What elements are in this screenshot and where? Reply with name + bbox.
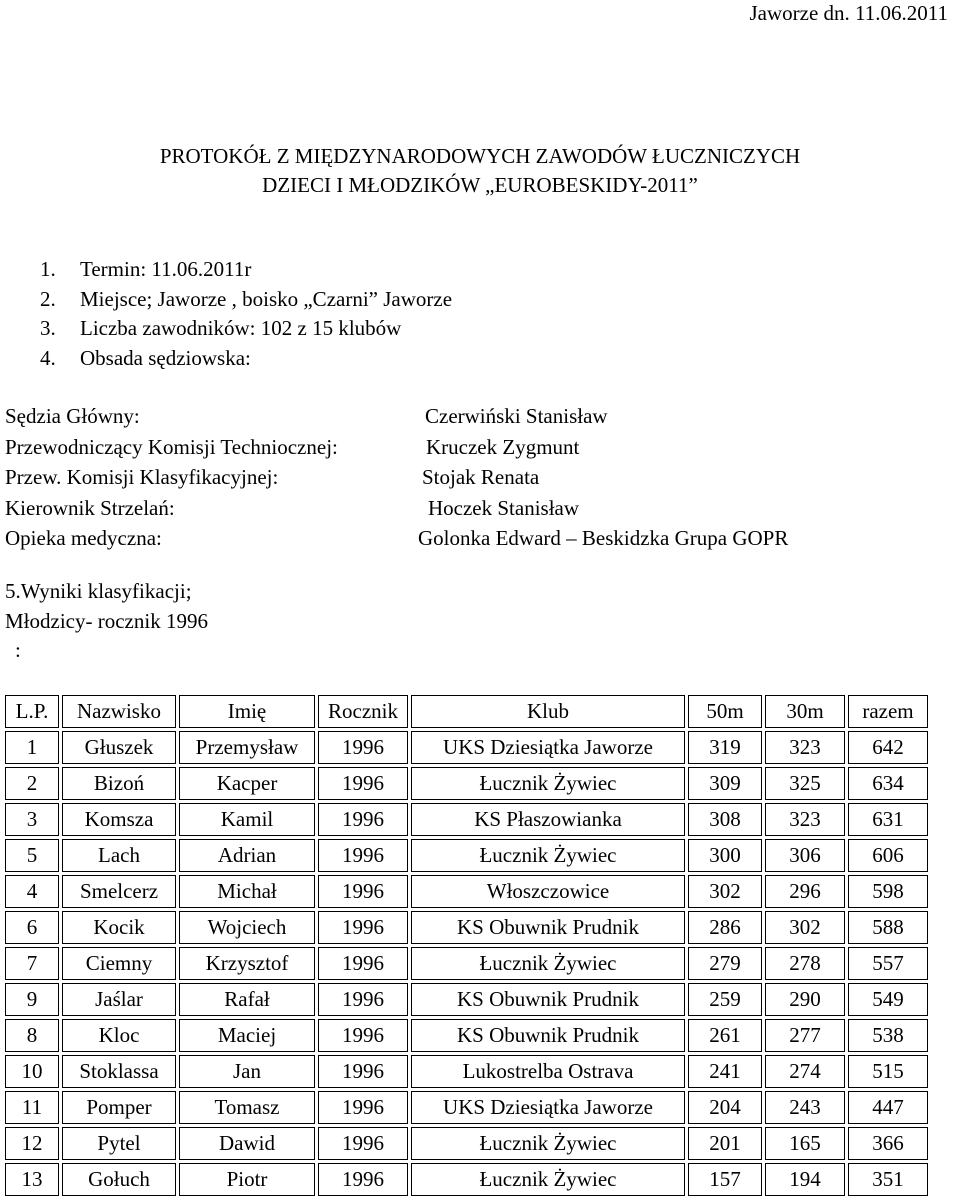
results-section-header	[5, 577, 208, 666]
column-header: 50m	[688, 695, 762, 728]
table-cell: Adrian	[179, 839, 315, 872]
table-cell: 325	[765, 767, 845, 800]
info-number: 3.	[40, 316, 56, 340]
table-cell: Łucznik Żywiec	[411, 1127, 685, 1160]
table-cell: KS Płaszowianka	[411, 803, 685, 836]
info-list	[40, 255, 452, 373]
table-row	[5, 983, 928, 1016]
table-cell: Wojciech	[179, 911, 315, 944]
table-cell: 642	[848, 731, 928, 764]
table-cell: Łucznik Żywiec	[411, 947, 685, 980]
results-table	[2, 692, 931, 1199]
column-header: 30m	[765, 695, 845, 728]
table-cell: KS Obuwnik Prudnik	[411, 983, 685, 1016]
official-role: Przewodniczący Komisji Techniocznej:	[5, 434, 338, 459]
table-cell: 588	[848, 911, 928, 944]
table-cell: 447	[848, 1091, 928, 1124]
table-cell: Głuszek	[62, 731, 176, 764]
info-text: Termin: 11.06.2011r	[80, 257, 252, 281]
table-cell: Pytel	[62, 1127, 176, 1160]
table-cell: 243	[765, 1091, 845, 1124]
table-cell: Smelcerz	[62, 875, 176, 908]
official-row	[5, 401, 955, 432]
column-header: razem	[848, 695, 928, 728]
table-cell: 598	[848, 875, 928, 908]
official-name: Hoczek Stanisław	[428, 495, 580, 520]
table-cell: Ciemny	[62, 947, 176, 980]
table-cell: 165	[765, 1127, 845, 1160]
document-date: Jaworze dn. 11.06.2011	[749, 1, 948, 25]
official-role: Sędzia Główny:	[5, 404, 140, 428]
table-cell: Włoszczowice	[411, 875, 685, 908]
table-cell: Kocik	[62, 911, 176, 944]
table-row	[5, 911, 928, 944]
table-cell: 5	[5, 839, 59, 872]
table-cell: 259	[688, 983, 762, 1016]
table-row	[5, 803, 928, 836]
official-role: Przew. Komisji Klasyfikacyjnej:	[5, 465, 279, 489]
table-cell: 296	[765, 875, 845, 908]
table-cell: 631	[848, 803, 928, 836]
table-cell: Rafał	[179, 983, 315, 1016]
table-row	[5, 839, 928, 872]
info-item	[40, 285, 452, 315]
table-cell: 286	[688, 911, 762, 944]
table-cell: Łucznik Żywiec	[411, 839, 685, 872]
table-cell: 302	[688, 875, 762, 908]
official-role: Opieka medyczna:	[5, 526, 162, 550]
table-cell: UKS Dziesiątka Jaworze	[411, 731, 685, 764]
table-cell: 274	[765, 1055, 845, 1088]
table-row	[5, 1055, 928, 1088]
table-cell: 3	[5, 803, 59, 836]
table-row	[5, 1019, 928, 1052]
table-cell: 4	[5, 875, 59, 908]
table-cell: 323	[765, 803, 845, 836]
official-name: Czerwiński Stanisław	[425, 404, 608, 428]
official-row	[5, 432, 955, 463]
table-cell: 1996	[318, 839, 408, 872]
column-header: Imię	[179, 695, 315, 728]
table-cell: 1996	[318, 1019, 408, 1052]
table-cell: 366	[848, 1127, 928, 1160]
table-row	[5, 1127, 928, 1160]
table-cell: Tomasz	[179, 1091, 315, 1124]
table-row	[5, 731, 928, 764]
table-cell: 8	[5, 1019, 59, 1052]
table-cell: 302	[765, 911, 845, 944]
table-cell: 12	[5, 1127, 59, 1160]
column-header: Nazwisko	[62, 695, 176, 728]
table-cell: Jaślar	[62, 983, 176, 1016]
table-cell: 1996	[318, 731, 408, 764]
table-cell: 308	[688, 803, 762, 836]
officials-list	[5, 401, 955, 554]
table-cell: KS Obuwnik Prudnik	[411, 1019, 685, 1052]
table-cell: Kamil	[179, 803, 315, 836]
table-cell: 634	[848, 767, 928, 800]
table-cell: Piotr	[179, 1163, 315, 1196]
column-header: L.P.	[5, 695, 59, 728]
table-row	[5, 1091, 928, 1124]
table-cell: Michał	[179, 875, 315, 908]
table-cell: 549	[848, 983, 928, 1016]
table-cell: 6	[5, 911, 59, 944]
table-cell: Maciej	[179, 1019, 315, 1052]
table-cell: 11	[5, 1091, 59, 1124]
table-cell: 515	[848, 1055, 928, 1088]
info-text: Miejsce; Jaworze , boisko „Czarni” Jaworze	[80, 286, 453, 311]
table-cell: 1	[5, 731, 59, 764]
table-cell: KS Obuwnik Prudnik	[411, 911, 685, 944]
table-cell: 261	[688, 1019, 762, 1052]
table-header-row	[5, 695, 928, 728]
table-cell: 606	[848, 839, 928, 872]
info-number: 4.	[40, 345, 56, 370]
table-cell: 290	[765, 983, 845, 1016]
table-row	[5, 875, 928, 908]
table-cell: 157	[688, 1163, 762, 1196]
info-text: Obsada sędziowska:	[80, 345, 251, 370]
table-cell: 7	[5, 947, 59, 980]
official-name: Stojak Renata	[422, 465, 540, 489]
table-cell: 204	[688, 1091, 762, 1124]
table-cell: 9	[5, 983, 59, 1016]
table-cell: Kacper	[179, 767, 315, 800]
table-cell: 1996	[318, 911, 408, 944]
table-cell: 319	[688, 731, 762, 764]
table-cell: 194	[765, 1163, 845, 1196]
table-cell: 1996	[318, 803, 408, 836]
table-cell: Lukostrelba Ostrava	[411, 1055, 685, 1088]
official-row	[5, 462, 955, 493]
table-cell: 323	[765, 731, 845, 764]
table-cell: 1996	[318, 1091, 408, 1124]
table-cell: Bizoń	[62, 767, 176, 800]
info-number: 2.	[40, 286, 56, 311]
table-cell: 201	[688, 1127, 762, 1160]
table-cell: Łucznik Żywiec	[411, 1163, 685, 1196]
column-header: Rocznik	[318, 695, 408, 728]
table-cell: 1996	[318, 1127, 408, 1160]
table-row	[5, 767, 928, 800]
info-item	[40, 344, 452, 374]
category-label: Młodzicy- rocznik 1996	[5, 608, 208, 633]
official-name: Kruczek Zygmunt	[426, 434, 580, 459]
table-cell: Krzysztof	[179, 947, 315, 980]
table-cell: Stoklassa	[62, 1055, 176, 1088]
table-cell: 278	[765, 947, 845, 980]
table-cell: Przemysław	[179, 731, 315, 764]
table-cell: 13	[5, 1163, 59, 1196]
title-line-2: DZIECI I MŁODZIKÓW „EUROBESKIDY-2011”	[262, 173, 698, 197]
table-cell: 1996	[318, 767, 408, 800]
table-cell: 1996	[318, 875, 408, 908]
table-cell: Gołuch	[62, 1163, 176, 1196]
info-item	[40, 255, 452, 285]
table-cell: 1996	[318, 983, 408, 1016]
table-cell: Lach	[62, 839, 176, 872]
table-cell: 241	[688, 1055, 762, 1088]
table-cell: 351	[848, 1163, 928, 1196]
official-name: Golonka Edward – Beskidzka Grupa GOPR	[418, 526, 789, 550]
table-cell: 279	[688, 947, 762, 980]
table-cell: 306	[765, 839, 845, 872]
table-cell: UKS Dziesiątka Jaworze	[411, 1091, 685, 1124]
column-header: Klub	[411, 695, 685, 728]
table-cell: 557	[848, 947, 928, 980]
table-cell: 300	[688, 839, 762, 872]
info-number: 1.	[40, 257, 56, 281]
official-row	[5, 523, 955, 554]
table-cell: Komsza	[62, 803, 176, 836]
table-cell: 538	[848, 1019, 928, 1052]
info-text: Liczba zawodników: 102 z 15 klubów	[80, 316, 402, 340]
table-cell: 1996	[318, 1163, 408, 1196]
title-line-1: PROTOKÓŁ Z MIĘDZYNARODOWYCH ZAWODÓW ŁUCZNICZYCH	[159, 144, 801, 168]
table-cell: Pomper	[62, 1091, 176, 1124]
table-row	[5, 1163, 928, 1196]
document-title	[0, 142, 960, 200]
table-cell: 309	[688, 767, 762, 800]
table-row	[5, 947, 928, 980]
official-role: Kierownik Strzelań:	[5, 495, 175, 520]
table-cell: 10	[5, 1055, 59, 1088]
official-row	[5, 493, 955, 524]
table-cell: Jan	[179, 1055, 315, 1088]
category-colon: :	[15, 638, 21, 662]
table-cell: 1996	[318, 1055, 408, 1088]
table-cell: Kloc	[62, 1019, 176, 1052]
table-cell: Łucznik Żywiec	[411, 767, 685, 800]
section-heading: 5.Wyniki klasyfikacji;	[5, 579, 192, 603]
table-cell: 2	[5, 767, 59, 800]
table-cell: 277	[765, 1019, 845, 1052]
table-cell: Dawid	[179, 1127, 315, 1160]
table-cell: 1996	[318, 947, 408, 980]
info-item	[40, 314, 452, 344]
